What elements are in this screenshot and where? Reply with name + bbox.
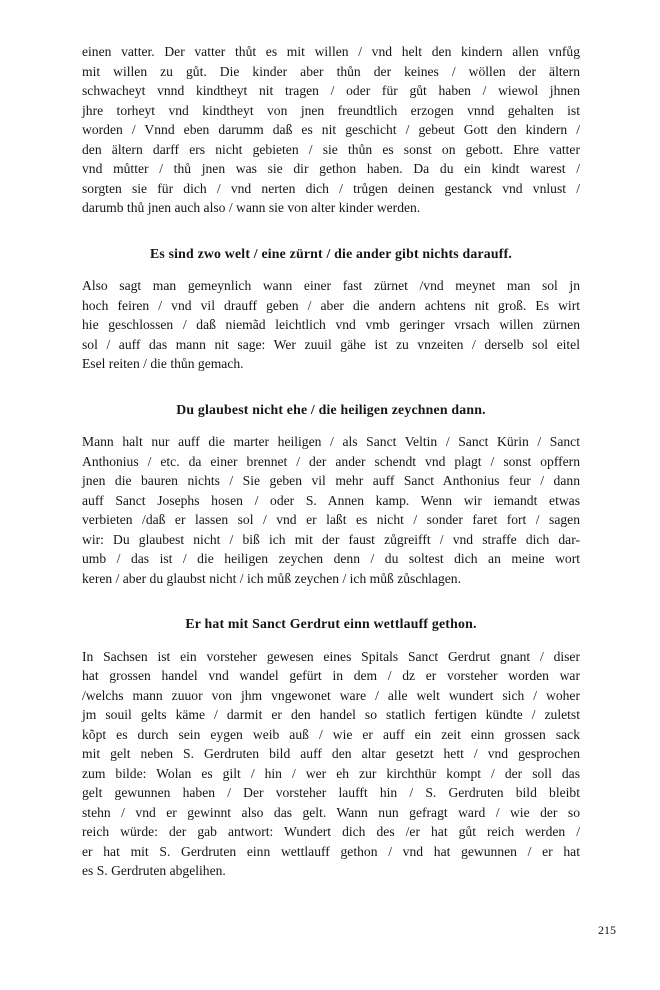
text-line: mit gelt neben S. Gerdruten bild auff den altar gesetzt hett / vnd gesprochen bbox=[82, 746, 580, 761]
text-line: worden / Vnnd eben darumm daß es nit geschicht / gebeut Gott den kindern / bbox=[82, 122, 580, 137]
paragraph-glaubest-nicht bbox=[82, 432, 580, 588]
text-line: es S. Gerdruten abgelihen. bbox=[82, 863, 226, 878]
text-line: In Sachsen ist ein vorsteher gewesen eines Spitals Sanct Gerdrut gnant / diser bbox=[82, 648, 580, 664]
text-line: kõpt es durch sein eygen weib auß / wie er auff ein zeit einn grossen sack bbox=[82, 726, 580, 742]
text-line: stehn / vnd er gewinnt also das gelt. Wann nun gefragt ward / wie der so bbox=[82, 804, 580, 820]
text-line: Mann halt nur auff die marter heiligen / als Sanct Veltin / Sanct Kürin / Sanct bbox=[82, 434, 580, 449]
text-line: er hat mit S. Gerdruten einn wettlauff gethon / vnd hat gewunnen / er hat bbox=[82, 843, 580, 859]
text-line: einen vatter. Der vatter thůt es mit willen / vnd helt den kindern allen vnfůg bbox=[82, 44, 580, 59]
text-line: reich würde: der gab antwort: Wundert dich des /er hat gůt reich werden / bbox=[82, 824, 580, 839]
text-line: hie geschlossen / daß niemãd leichtlich vnd vmb geringer vrsach willen zürnen bbox=[82, 317, 580, 332]
text-line: /welchs mann zuuor von jhm vngewonet ware / alle welt wundert sich / woher bbox=[82, 687, 580, 703]
text-line: sorgten sie für dich / vnd nerten dich / trůgen deinen gestanck vnd vnlust / bbox=[82, 180, 580, 196]
text-line: hat grossen handel vnd wandel gefürt in dem / dz er vorsteher worden war bbox=[82, 668, 580, 683]
text-line: darumb thů jnen auch also / wann sie von alter kinder werden. bbox=[82, 200, 421, 215]
text-block bbox=[82, 42, 580, 881]
paragraph-vatter-continuation bbox=[82, 42, 580, 218]
heading-glaubest-nicht: Du glaubest nicht ehe / die heiligen zeychnen dann. bbox=[176, 401, 486, 417]
text-line: gelt gewunnen haben / Der vorsteher laufft hin / S. Gerdruten bild bleibt bbox=[82, 785, 580, 800]
text-line: keren / aber du glaubst nicht / ich můß zeychen / ich můß zůschlagen. bbox=[82, 570, 461, 586]
text-line: verbieten /daß er lassen sol / vnd er laßt es nicht / sonder faret fort / sagen bbox=[82, 512, 580, 527]
text-line: umb / das ist / die heiligen zeychen denn / du soltest dich an meine wort bbox=[82, 551, 580, 566]
text-line: mit willen zu gůt. Die kinder aber thůn der keines / wöllen der ältern bbox=[82, 63, 580, 79]
text-line: Esel reiten / die thůn gemach. bbox=[82, 356, 244, 371]
text-line: schwacheyt vnnd kindtheyt nit tragen / oder für gůt haben / wiewol jhnen bbox=[82, 83, 580, 98]
text-line: hoch feiren / vnd vil drauff geben / aber die andern achtens nit groß. Es wirt bbox=[82, 297, 580, 313]
text-line: jm souil gelts käme / darmit er den handel so statlich fertigen kündte / zuletst bbox=[82, 707, 580, 722]
text-line: zum bilde: Wolan es gilt / hin / wer eh zur kirchthür kompt / der soll das bbox=[82, 765, 580, 781]
text-line: wir: Du glaubest nicht / biß ich mit der faust zůgreifft / vnd straffe dich dar- bbox=[82, 531, 580, 547]
text-line: jhre torheyt vnd kindtheyt von jnen freundtlich erzogen vnnd gehalten ist bbox=[82, 102, 580, 118]
paragraph-wettlauff bbox=[82, 647, 580, 881]
text-line: sol / auff das mann nit sage: Wer zuuil gähe ist zu vnzeiten / derselb sol eitel bbox=[82, 336, 580, 352]
text-line: vnd můtter / thů jnen was sie dir gethon haben. Da du ein kindt warest / bbox=[82, 161, 580, 176]
heading-wettlauff: Er hat mit Sanct Gerdrut einn wettlauff gethon. bbox=[185, 616, 477, 631]
text-line: Anthonius / etc. da einer brennet / der ander schendt vnd plagt / sonst opffern bbox=[82, 453, 580, 469]
text-line: den ältern darff ers nicht gebieten / sie thůn es sonst on gebott. Ehre vatter bbox=[82, 141, 580, 157]
text-line: auff Sanct Josephs hosen / oder S. Annen kamp. Wenn wir iemandt etwas bbox=[82, 492, 580, 508]
text-line: Also sagt man gemeynlich wann einer fast zürnet /vnd meynet man sol jn bbox=[82, 278, 580, 293]
page-number: 215 bbox=[598, 923, 616, 937]
paragraph-zwo-welt bbox=[82, 276, 580, 374]
heading-zwo-welt: Es sind zwo welt / eine zürnt / die ander gibt nichts darauff. bbox=[149, 245, 513, 261]
text-line: jnen die bauren nichts / Sie geben vil mehr auff Sanct Anthonius feur / dann bbox=[82, 473, 580, 488]
